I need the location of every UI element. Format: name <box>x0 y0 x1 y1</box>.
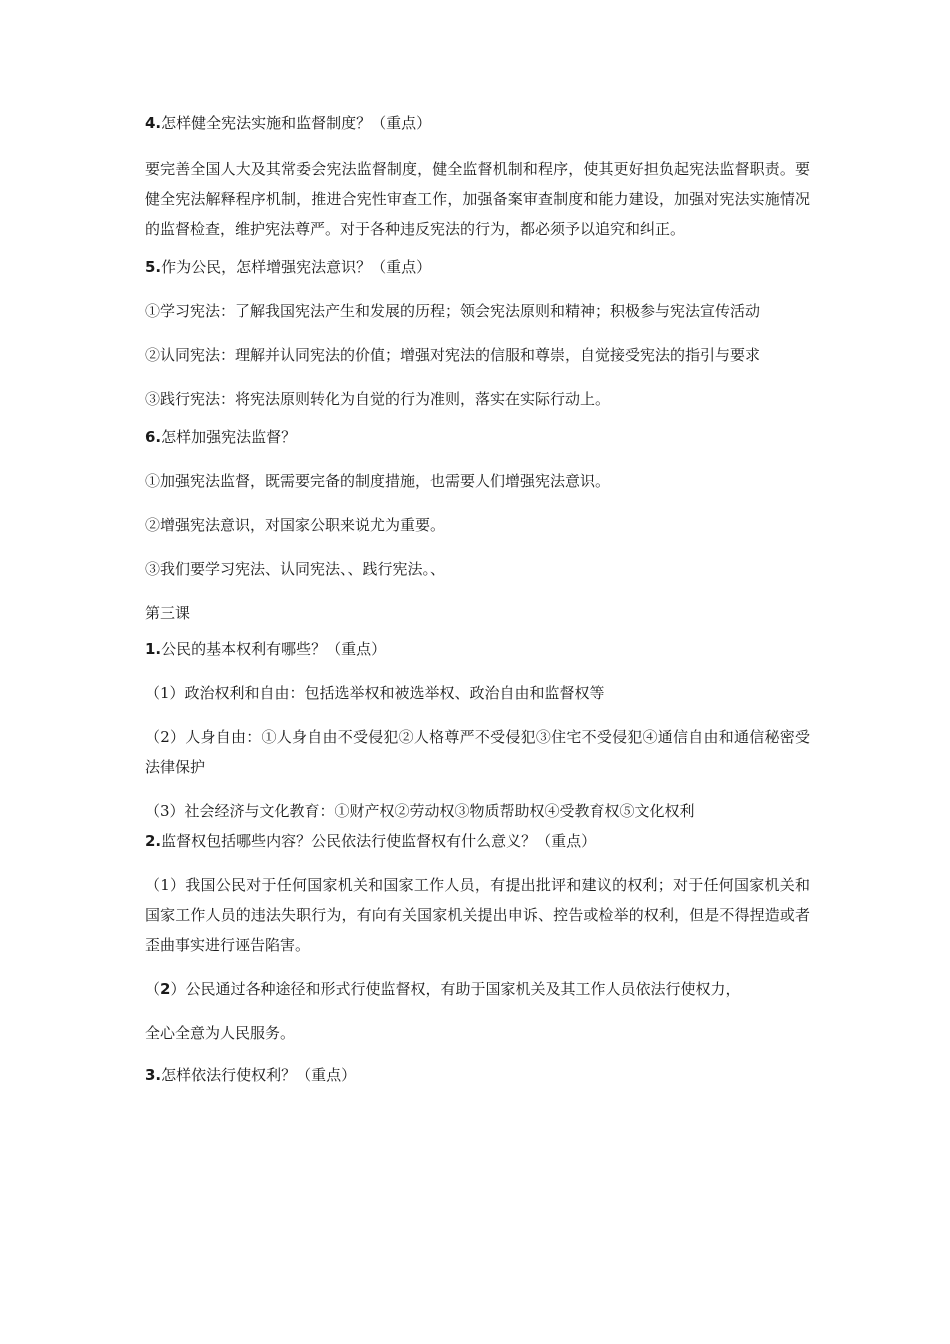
document-page <box>145 108 810 1090</box>
item-number: 2 <box>160 980 171 998</box>
question-4-answer: 要完善全国人大及其常委会宪法监督制度，健全监督机制和程序，使其更好担负起宪法监督职责。要健全宪法解释程序机制，推进合宪性审查工作，加强备案审查制度和能力建设，加强对宪法实施情况的监督检查，维护宪法尊严。对于各种违反宪法的行为，都必须予以追究和纠正。 <box>145 160 810 238</box>
question-4-heading <box>145 108 810 138</box>
question-number: 1. <box>145 640 162 658</box>
item-text: ）公民通过各种途径和形式行使监督权，有助于国家机关及其工作人员依法行使权力， <box>170 980 741 998</box>
lesson-title: 第三课 <box>145 604 191 622</box>
question-5-item-1: ①学习宪法：了解我国宪法产生和发展的历程；领会宪法原则和精神；积极参与宪法宣传活动 <box>145 302 761 320</box>
question-number: 3. <box>145 1066 162 1084</box>
question-text: 怎样加强宪法监督？ <box>161 428 297 446</box>
lesson3-question-1-item-3: （3）社会经济与文化教育：①财产权②劳动权③物质帮助权④受教育权⑤文化权利 <box>145 802 695 820</box>
lesson3-question-3-heading <box>145 1060 810 1090</box>
question-6-item-1: ①加强宪法监督，既需要完备的制度措施，也需要人们增强宪法意识。 <box>145 472 611 490</box>
question-text: 公民的基本权利有哪些？（重点） <box>161 640 387 658</box>
lesson3-question-1-heading <box>145 634 810 664</box>
lesson3-question-2-item-1: （1）我国公民对于任何国家机关和国家工作人员，有提出批评和建议的权利；对于任何国家机关和国家工作人员的违法失职行为，有向有关国家机关提出申诉、控告或检举的权利，但是不得捏造或者歪曲事实进行诬告陷害。 <box>145 876 810 954</box>
question-number: 6. <box>145 428 162 446</box>
question-text: 监督权包括哪些内容？公民依法行使监督权有什么意义？（重点） <box>161 832 597 850</box>
question-6-item-2: ②增强宪法意识，对国家公职来说尤为重要。 <box>145 516 446 534</box>
lesson3-question-2-item-2 <box>145 974 810 1004</box>
question-6-item-3: ③我们要学习宪法、认同宪法、、践行宪法。、 <box>145 560 446 578</box>
question-number: 2. <box>145 832 162 850</box>
question-text: 怎样依法行使权利？（重点） <box>161 1066 357 1084</box>
question-5-item-3: ③践行宪法：将宪法原则转化为自觉的行为准则，落实在实际行动上。 <box>145 390 611 408</box>
lesson3-question-2-item-2-continued: 全心全意为人民服务。 <box>145 1024 296 1042</box>
question-5-heading <box>145 252 810 282</box>
question-text: 作为公民，怎样增强宪法意识？（重点） <box>161 258 432 276</box>
paren-open: （ <box>145 980 161 998</box>
question-number: 4. <box>145 114 162 132</box>
lesson3-question-1-item-2: （2）人身自由：①人身自由不受侵犯②人格尊严不受侵犯③住宅不受侵犯④通信自由和通信秘密受法律保护 <box>145 728 810 776</box>
question-number: 5. <box>145 258 162 276</box>
question-text: 怎样健全宪法实施和监督制度？（重点） <box>161 114 432 132</box>
lesson3-question-1-item-1: （1）政治权利和自由：包括选举权和被选举权、政治自由和监督权等 <box>145 684 605 702</box>
lesson3-question-2-heading <box>145 826 810 856</box>
question-5-item-2: ②认同宪法：理解并认同宪法的价值；增强对宪法的信服和尊崇，自觉接受宪法的指引与要求 <box>145 346 761 364</box>
question-6-heading <box>145 422 810 452</box>
